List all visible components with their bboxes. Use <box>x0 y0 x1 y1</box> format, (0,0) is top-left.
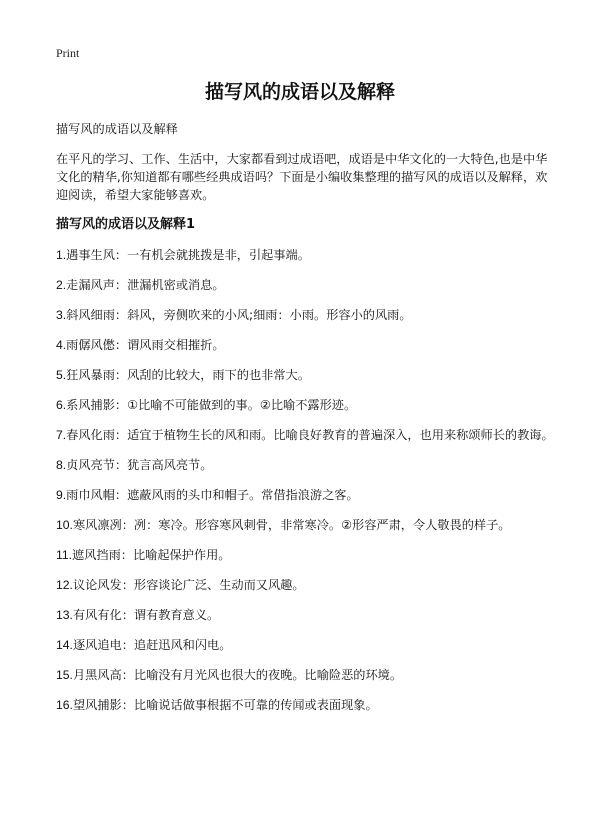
entry-list <box>56 246 556 714</box>
list-item <box>56 516 556 534</box>
entry-text: 斜风细雨：斜风，旁侧吹来的小风;细雨：小雨。形容小的风雨。 <box>66 308 412 322</box>
entry-text: 有风有化：谓有教育意义。 <box>72 608 220 622</box>
entry-number: 1. <box>56 248 67 262</box>
list-item <box>56 276 556 294</box>
intro-paragraph: 在平凡的学习、工作、生活中，大家都看到过成语吧，成语是中华文化的一大特色,也是中华文化的精华,你知道都有哪些经典成语吗？下面是小编收集整理的描写风的成语以及解释，欢迎阅读，希望大家能够喜欢。 <box>56 152 548 202</box>
entry-text: 雨僝风僽：谓风雨交相摧折。 <box>66 338 225 352</box>
entry-number: 6. <box>56 398 67 412</box>
page-title: 描写风的成语以及解释 <box>204 81 395 103</box>
entry-text: 望风捕影：比喻说话做事根据不可靠的传闻或表面现象。 <box>72 698 378 712</box>
entry-number: 11. <box>56 548 73 562</box>
entry-text: 逐风追电：追赶迅风和闪电。 <box>72 638 232 652</box>
subtitle: 描写风的成语以及解释 <box>56 122 178 136</box>
list-item <box>56 306 556 324</box>
entry-text: 寒风凛冽：冽：寒冷。形容寒风刺骨，非常寒冷。②形容严肃，令人敬畏的样子。 <box>72 518 511 532</box>
entry-number: 3. <box>56 308 67 322</box>
list-item <box>56 546 556 564</box>
list-item <box>56 486 556 504</box>
entry-text: 贞风亮节：犹言高风亮节。 <box>66 458 213 472</box>
list-item <box>56 606 556 624</box>
entry-number: 4. <box>56 338 67 352</box>
list-item <box>56 426 556 444</box>
list-item <box>56 366 556 384</box>
entry-text: 系风捕影：①比喻不可能做到的事。②比喻不露形迹。 <box>66 398 357 412</box>
entry-text: 狂风暴雨：风刮的比较大，雨下的也非常大。 <box>66 368 310 382</box>
entry-text: 雨巾风帽：遮蔽风雨的头巾和帽子。常借指浪游之客。 <box>66 488 359 502</box>
entry-text: 春风化雨：适宜于植物生长的风和雨。比喻良好教育的普遍深入，也用来称颂师长的教诲。 <box>66 428 554 442</box>
list-item <box>56 336 556 354</box>
entry-text: 遇事生风：一有机会就挑拨是非，引起事端。 <box>66 248 310 262</box>
entry-number: 10. <box>56 518 73 532</box>
entry-number: 12. <box>56 578 73 592</box>
entry-number: 2. <box>56 278 67 292</box>
list-item <box>56 636 556 654</box>
entry-number: 15. <box>56 668 73 682</box>
list-item <box>56 396 556 414</box>
entry-number: 8. <box>56 458 67 472</box>
entry-number: 5. <box>56 368 67 382</box>
document-body <box>56 120 556 726</box>
section-heading: 描写风的成语以及解释1 <box>56 217 196 232</box>
list-item <box>56 696 556 714</box>
entry-number: 14. <box>56 638 73 652</box>
list-item <box>56 666 556 684</box>
entry-number: 7. <box>56 428 67 442</box>
entry-text: 月黑风高：比喻没有月光风也很大的夜晚。比喻险恶的环境。 <box>72 668 403 682</box>
entry-text: 走漏风声：泄漏机密或消息。 <box>66 278 225 292</box>
list-item <box>56 246 556 264</box>
print-link[interactable]: Print <box>56 46 80 60</box>
list-item <box>56 576 556 594</box>
list-item <box>56 456 556 474</box>
entry-number: 16. <box>56 698 73 712</box>
entry-text: 遮风挡雨：比喻起保护作用。 <box>72 548 231 562</box>
entry-number: 9. <box>56 488 67 502</box>
entry-number: 13. <box>56 608 73 622</box>
entry-text: 议论风发：形容谈论广泛、生动而又风趣。 <box>72 578 305 592</box>
